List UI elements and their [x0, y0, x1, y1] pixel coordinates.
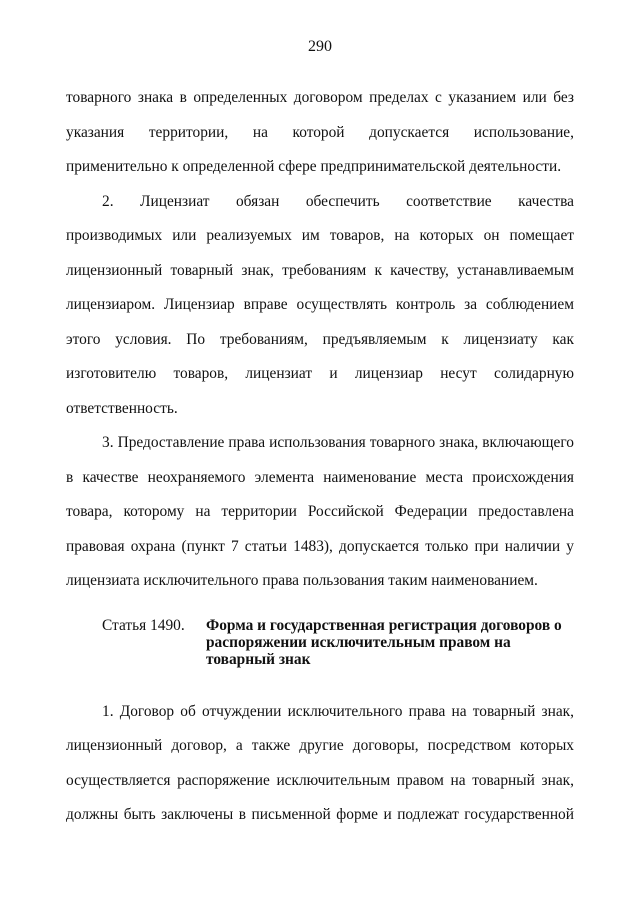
text-line: правовая охрана (пункт 7 статьи 1483), допускается только при наличии у	[66, 537, 574, 555]
paragraph-item-2	[66, 185, 574, 427]
text-line: в качестве неохраняемого элемента наименование места происхождения	[66, 468, 574, 486]
page-number: 290	[308, 38, 332, 55]
article-number: Статья 1490.	[102, 616, 185, 634]
document-body	[66, 81, 574, 833]
text-line: лицензиаром. Лицензиар вправе осуществлять контроль за соблюдением	[66, 296, 574, 313]
text-line: лицензионный договор, а также другие договоры, посредством которых	[66, 737, 574, 754]
paragraph-article-item-1	[66, 695, 574, 833]
text-line: лицензиата исключительного права пользования таким наименованием.	[66, 572, 538, 589]
text-line: осуществляется распоряжение исключительным правом на товарный знак,	[66, 771, 574, 789]
text-line: 3. Предоставление права использования товарного знака, включающего	[102, 434, 574, 451]
text-line: товара, которому на территории Российской Федерации предоставлена	[66, 503, 574, 520]
text-line: лицензионный товарный знак, требованиям к качеству, устанавливаемым	[66, 261, 574, 279]
text-line: товарного знака в определенных договором пределах с указанием или без	[66, 89, 574, 106]
text-line: применительно к определенной сфере предпринимательской деятельности.	[66, 158, 562, 175]
text-line: указания территории, на которой допускается использование,	[66, 123, 574, 141]
text-line: 2. Лицензиат обязан обеспечить соответствие качества	[102, 192, 574, 210]
article-heading	[66, 617, 574, 681]
paragraph-item-3	[66, 426, 574, 599]
text-line: производимых или реализуемых им товаров, на которых он помещает	[66, 227, 574, 244]
article-title: Форма и государственная регистрация договоров о распоряжении исключительным правом на товарный знак	[206, 616, 562, 668]
text-line: должны быть заключены в письменной форме и подлежат государственной	[66, 806, 574, 823]
text-line: этого условия. По требованиям, предъявляемым к лицензиату как	[66, 330, 574, 348]
text-line: ответственность.	[66, 399, 178, 417]
text-line: изготовителю товаров, лицензиат и лицензиар несут солидарную	[66, 365, 574, 382]
paragraph-1-continuation	[66, 81, 574, 185]
text-line: 1. Договор об отчуждении исключительного права на товарный знак,	[102, 702, 574, 720]
